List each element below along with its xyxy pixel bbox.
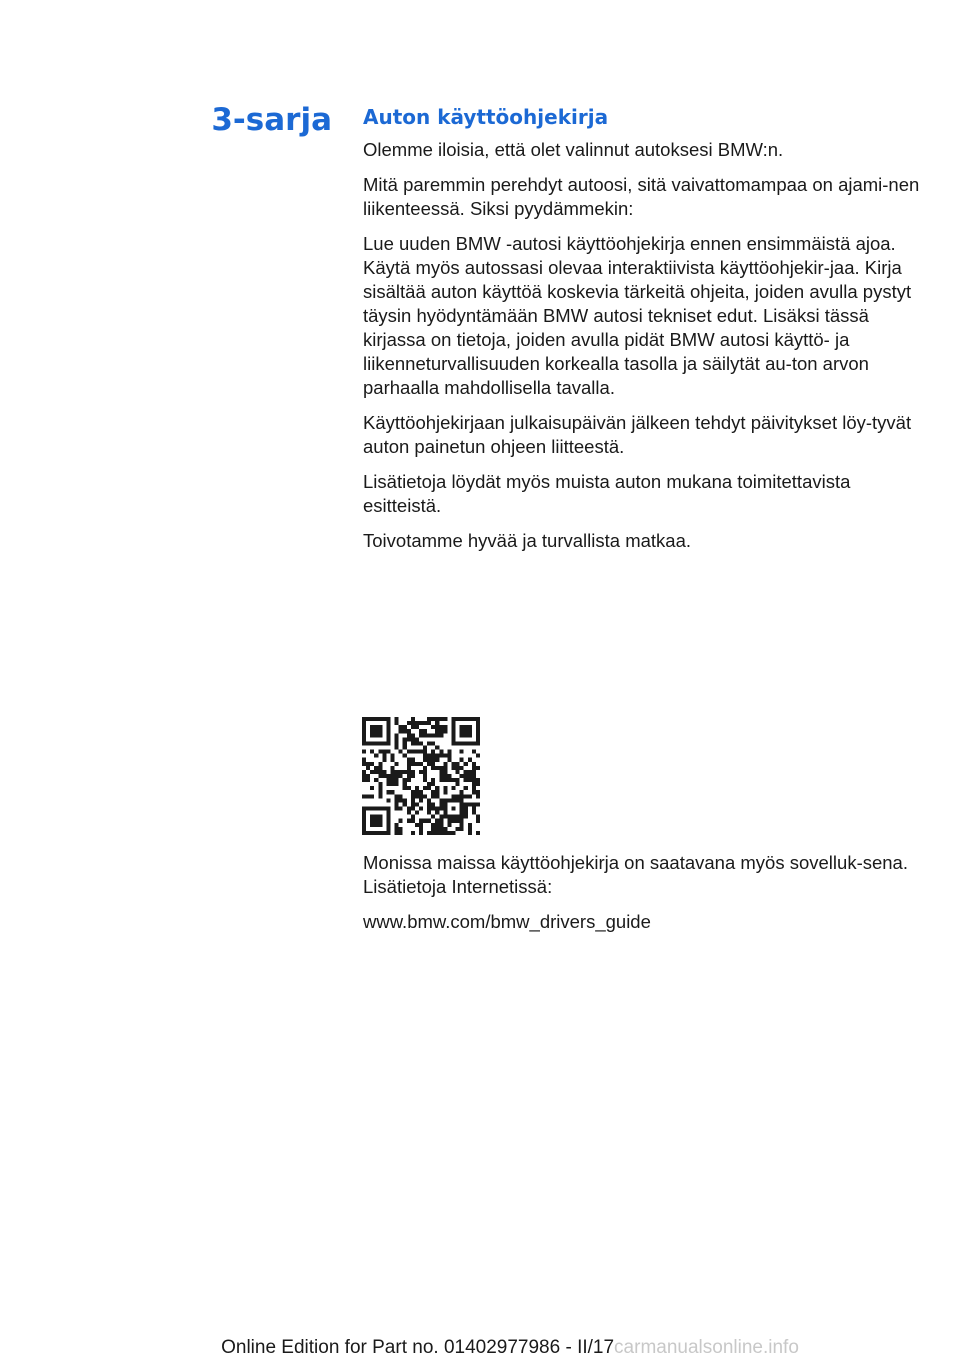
footer (0, 1336, 960, 1360)
edition-footer: Online Edition for Part no. 01402977986 - II/17 (221, 1337, 615, 1358)
paragraph-2: Mitä paremmin perehdyt autoosi, sitä vaivattomampaa on ajami-nen liikenteessä. Siksi pyydämmekin: (363, 174, 920, 219)
series-title: 3-sarja (211, 102, 332, 138)
watermark: carmanualsonline.info (614, 1337, 799, 1358)
paragraph-6: Toivotamme hyvää ja turvallista matkaa. (363, 530, 691, 551)
qr-code-icon[interactable] (362, 717, 480, 835)
app-availability-text: Monissa maissa käyttöohjekirja on saatavana myös sovelluk-sena. Lisätietoja Internetissä: (363, 852, 908, 897)
paragraph-3: Lue uuden BMW -autosi käyttöohjekirja ennen ensimmäistä ajoa. Käytä myös autossasi olevaa interaktiivista käyttöohjekir-jaa. Kirja sisältää auton käyttöä koskevia tärkeitä ohjeita, joiden avulla pystyt täysin hyödyntämään BMW autosi tekniset edut. Lisäksi tässä kirjassa on tietoja, joiden avulla pidät BMW autosi käyttö- ja liikenneturvallisuuden korkealla tasolla ja säilytät au-ton arvon parhaalla mahdollisella tavalla. (363, 233, 912, 398)
paragraph-4: Käyttöohjekirjaan julkaisupäivän jälkeen tehdyt päivitykset löy-tyvät auton painetun ohjeen liitteestä. (363, 412, 912, 457)
app-info (363, 851, 933, 945)
page-heading: Auton käyttöohjekirja (363, 105, 609, 129)
drivers-guide-link[interactable]: www.bmw.com/bmw_drivers_guide (363, 911, 651, 932)
paragraph-1: Olemme iloisia, että olet valinnut autoksesi BMW:n. (363, 139, 784, 160)
manual-intro (363, 104, 933, 564)
paragraph-5: Lisätietoja löydät myös muista auton mukana toimitettavista esitteistä. (363, 471, 851, 516)
